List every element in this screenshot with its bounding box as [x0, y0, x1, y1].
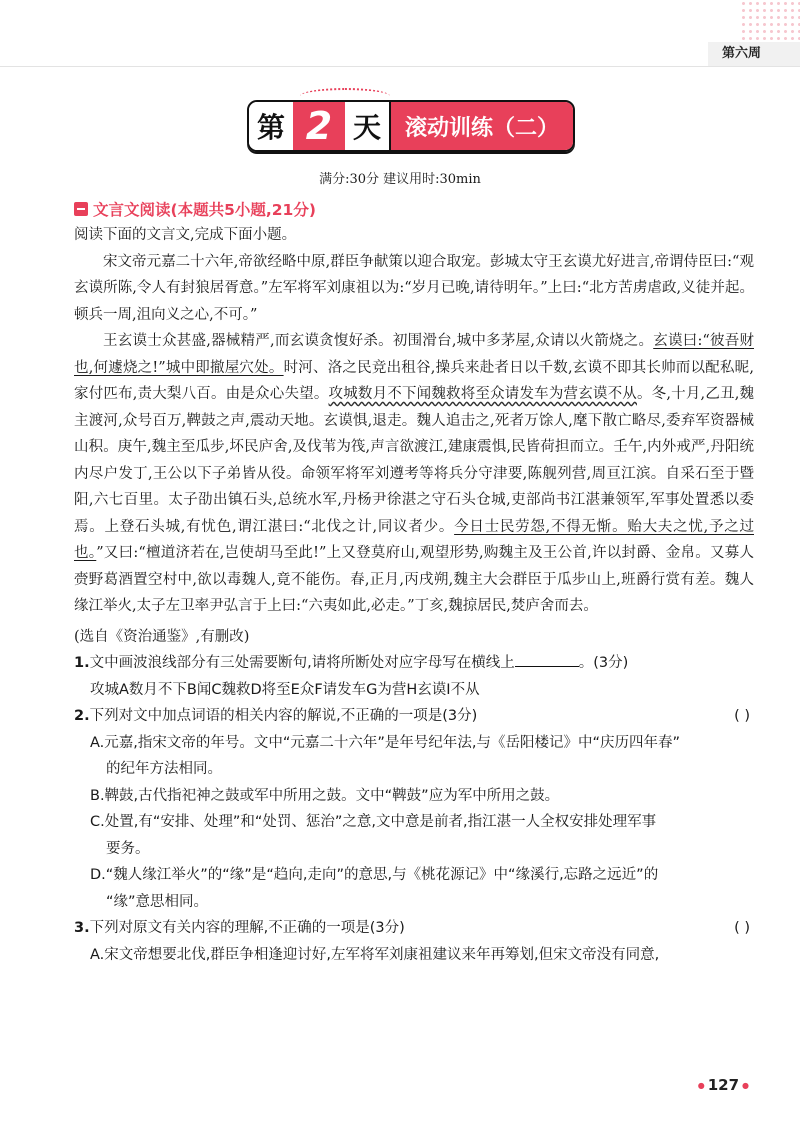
corner-dot-pattern — [740, 0, 800, 40]
passage-text: 时河、洛之民竞出租谷,操兵来赴者日以千数,玄谟不即其长帅而以配私昵,家付匹布,责大梨八百。由是众心失望。 — [74, 359, 754, 402]
passage-paragraph-1: 宋文帝元嘉二十六年,帝欲经略中原,群臣争献策以迎合取宠。彭城太守王玄谟尤好进言,帝谓侍臣曰:“观玄谟所陈,令人有封狼居胥意。”左军将军刘康祖以为:“岁月已晚,请待明年。”上曰:“北方苦虏虐政,义徒并起。顿兵一周,沮向义之心,不可。” — [74, 253, 754, 323]
section-number-icon — [74, 202, 88, 216]
question-1 — [74, 650, 754, 677]
section-heading — [74, 198, 316, 220]
question-number: 1. — [74, 655, 90, 671]
title-box — [247, 100, 575, 152]
main-content — [74, 222, 754, 968]
option-c: C.处置,有“安排、处理”和“处罚、惩治”之意,文中意是前者,指江湛一人全权安排处理军事 — [90, 814, 657, 830]
question-text-end: 。(3分) — [578, 655, 629, 671]
passage-text: 王玄谟士众甚盛,器械精严,而玄谟贪愎好杀。初围滑台,城中多茅屋,众请以火箭烧之。 — [103, 333, 654, 349]
question-text: 下列对文中加点词语的相关内容的解说,不正确的一项是(3分) — [89, 708, 478, 724]
header-divider — [0, 66, 800, 67]
option-a: A.元嘉,指宋文帝的年号。文中“元嘉二十六年”是年号纪年法,与《岳阳楼记》中“庆历四年春” — [90, 734, 681, 751]
option-d-cont: “缘”意思相同。 — [106, 893, 209, 910]
title-day-number: 2 — [293, 102, 345, 150]
question-3 — [74, 915, 754, 942]
option-b: B.鞞鼓,古代指祀神之鼓或军中所用之鼓。文中“鞞鼓”应为军中所用之鼓。 — [90, 787, 560, 804]
answer-paren[interactable]: ( ) — [734, 920, 750, 936]
title-suffix: 天 — [345, 102, 389, 150]
passage-paragraph-2 — [74, 328, 754, 620]
underlined-sentence-2: 今日士民劳怨,不得无惭。贻大夫之忧,予之过也。 — [74, 518, 754, 561]
title-subtitle: 滚动训练（二） — [389, 102, 573, 150]
question-text: 下列对原文有关内容的理解,不正确的一项是(3分) — [89, 920, 405, 936]
week-label: 第六周 — [708, 42, 800, 66]
intro-text: 阅读下面的文言文,完成下面小题。 — [74, 227, 297, 243]
option-a: A.宋文帝想要北伐,群臣争相逢迎讨好,左军将军刘康祖建议来年再筹划,但宋文帝没有同意, — [90, 946, 660, 963]
wavy-underlined-sentence: 攻城数月不下闻魏救将至众请发车为营玄谟不从 — [328, 386, 637, 402]
answer-blank[interactable] — [515, 652, 579, 667]
section-label: 文言文阅读(本题共5小题,21分) — [93, 201, 316, 219]
passage-text: ”又曰:“檀道济若在,岂使胡马至此!”上又登莫府山,观望形势,购魏主及王公首,许以封爵、金帛。又募人赍野葛酒置空村中,欲以毒魏人,竟不能伤。春,正月,丙戌朔,魏主大会群臣于瓜步山上,班爵行赏有差。魏人缘江举火,太子左卫率尹弘言于上曰:“六夷如此,必走。”丁亥,魏掠居民,焚庐舍而去。 — [74, 545, 755, 614]
title-prefix: 第 — [249, 102, 293, 150]
question-1-sentence: 攻城A数月不下B闻C魏救D将至E众F请发车G为营H玄谟I不从 — [90, 681, 480, 698]
option-c-cont: 要务。 — [106, 840, 150, 857]
answer-paren[interactable]: ( ) — [734, 708, 750, 724]
passage-source: (选自《资治通鉴》,有删改) — [74, 628, 250, 645]
question-text: 文中画波浪线部分有三处需要断句,请将所断处对应字母写在横线上 — [89, 655, 515, 671]
question-number: 2. — [74, 708, 90, 724]
question-number: 3. — [74, 920, 90, 936]
underlined-sentence-1: 玄谟曰:“彼吾财也,何遽烧之!”城中即撤屋穴处。 — [74, 333, 754, 376]
passage-text: 。冬,十月,乙丑,魏主渡河,众号百万,鞞鼓之声,震动天地。玄谟惧,退走。魏人追击之,死者万馀人,麾下散亡略尽,委弃军资器械山积。庚午,魏主至瓜步,坏民庐舍,及伐苇为筏,声言欲渡江,建康震惧,民皆荷担而立。壬午,内外戒严,丹阳统内尽户发丁,王公以下子弟皆从役。命领军将军刘遵考等将兵分守津要,陈舰列营,周亘江滨。自采石至于暨阳,六七百里。太子劭出镇石头,总统水军,丹杨尹徐湛之守石头仓城,吏部尚书江湛兼领军,军事处置悉以委焉。上登石头城,有忧色,谓江湛曰:“北伐之计,同议者少。 — [74, 386, 755, 535]
option-d: D.“魏人缘江举火”的“缘”是“趋向,走向”的意思,与《桃花源记》中“缘溪行,忘路之远近”的 — [90, 867, 659, 883]
question-2 — [74, 703, 754, 730]
option-a-cont: 的纪年方法相同。 — [106, 761, 222, 777]
title-banner — [0, 100, 800, 150]
page-number: ● 127 ● — [695, 1076, 752, 1094]
score-time-info: 满分:30分 建议用时:30min — [319, 172, 481, 187]
